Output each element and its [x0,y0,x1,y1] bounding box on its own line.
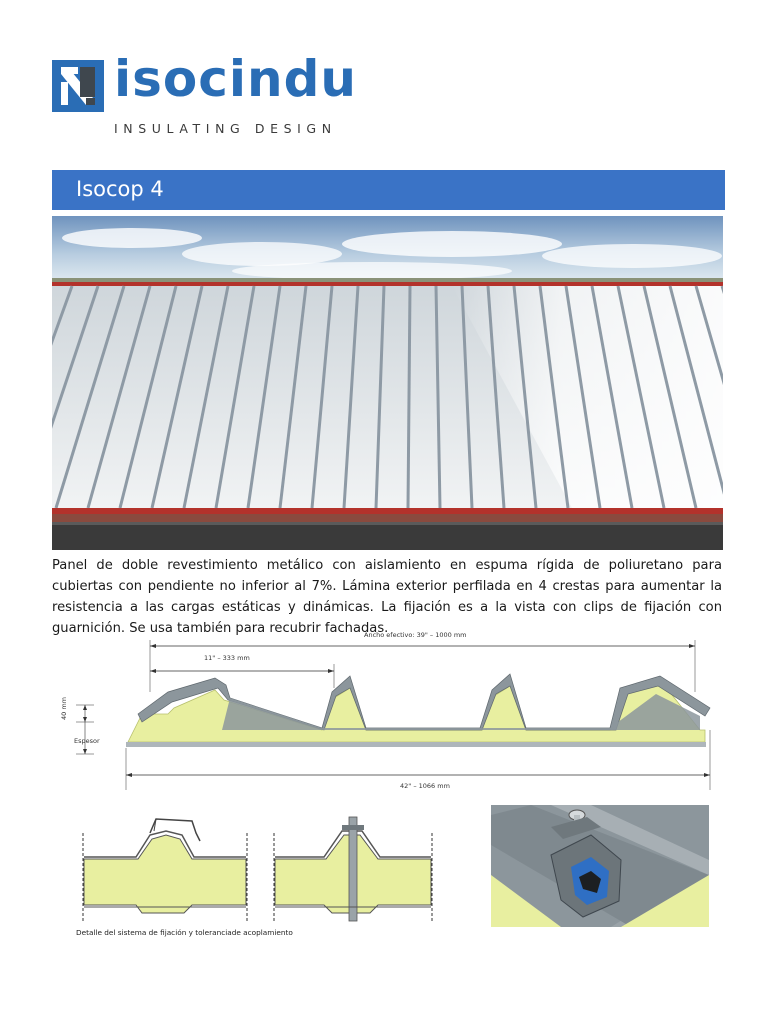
screw-fixing-detail [270,815,436,923]
product-description: Panel de doble revestimiento metálico con aislamiento en espuma rígida de poliuretano para cubiertas con pendiente no inferior al 7%. Lámina exterior perfilada en 4 crestas para aumentar la resistencia a las cargas estáticas y dinámicas. La fijación es a la vista con clips de fijación con guarnición. Se usa también para recubrir fachadas. [52,558,722,636]
isocindu-emblem-icon [52,60,104,112]
product-title-bar [52,170,725,210]
panel-3d-render [491,805,709,927]
brand-logo [52,50,358,140]
clip-fixing-detail [80,815,250,923]
panel-profile-diagram [50,630,720,800]
detail-caption: Detalle del sistema de fijación y toleranciade acoplamiento [76,928,293,937]
crest-spacing-label: 11" – 333 mm [204,654,250,662]
product-title: Isocop 4 [76,177,164,201]
brand-name: isocindu [114,50,358,108]
roof-panel-photo [52,216,723,550]
roof-rib [408,286,410,508]
brand-tagline: INSULATING DESIGN [114,121,337,136]
thickness-label: Espesor [74,737,100,745]
total-width-label: 42" – 1066 mm [400,782,450,790]
effective-width-label: Ancho efectivo: 39" – 1000 mm [364,631,467,639]
height-label: 40 mm [60,696,68,720]
